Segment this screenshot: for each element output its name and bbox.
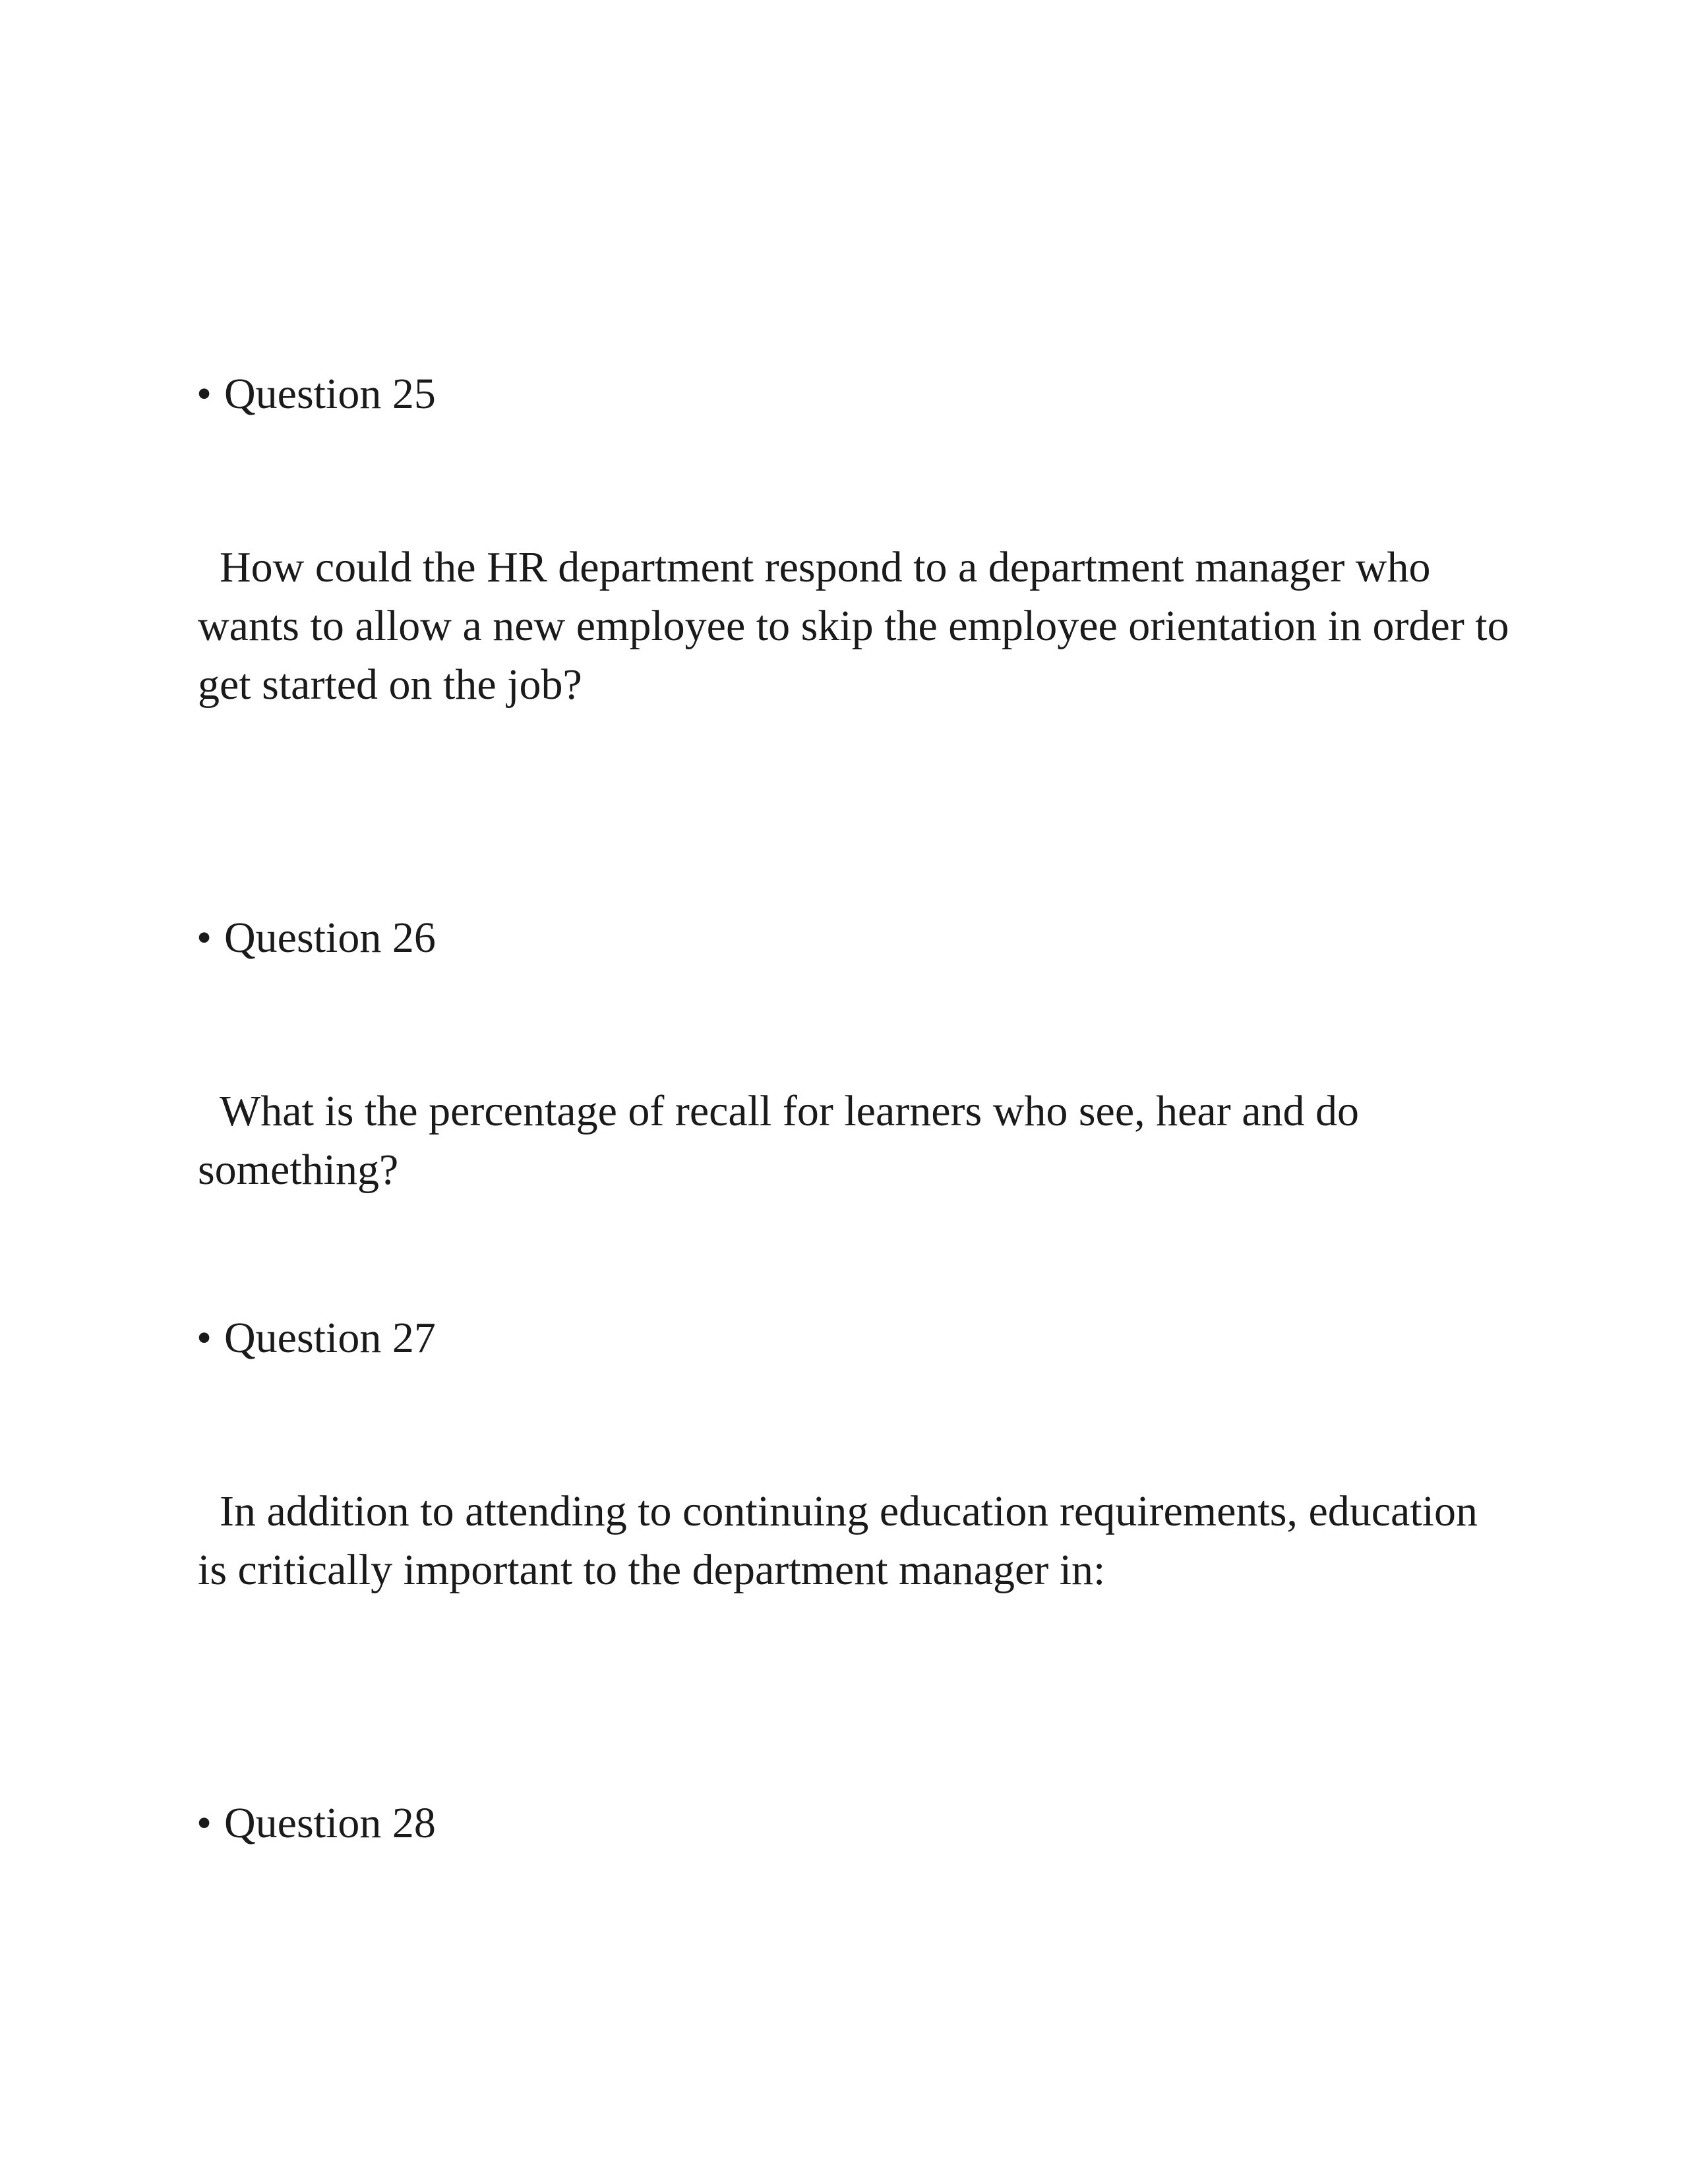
- bullet-icon: •: [196, 914, 212, 962]
- question-heading-label: Question 26: [224, 914, 436, 962]
- question-heading: [196, 912, 436, 964]
- question-text: In addition to attending to continuing education requirements, education is critically important to the department manager in:: [198, 1487, 1478, 1594]
- question-heading-label: Question 27: [224, 1314, 436, 1362]
- question-text: How could the HR department respond to a department manager who wants to allow a new employee to skip the employee orientation in order to get started on the job?: [198, 543, 1509, 709]
- question-heading-label: Question 25: [224, 370, 436, 418]
- bullet-icon: •: [196, 1799, 212, 1847]
- bullet-icon: •: [196, 1314, 212, 1362]
- question-text: What is the percentage of recall for learners who see, hear and do something?: [198, 1087, 1359, 1194]
- question-heading: [196, 1312, 436, 1365]
- question-heading: [196, 368, 436, 421]
- bullet-icon: •: [196, 370, 212, 418]
- question-heading-label: Question 28: [224, 1799, 436, 1847]
- question-heading: [196, 1797, 436, 1850]
